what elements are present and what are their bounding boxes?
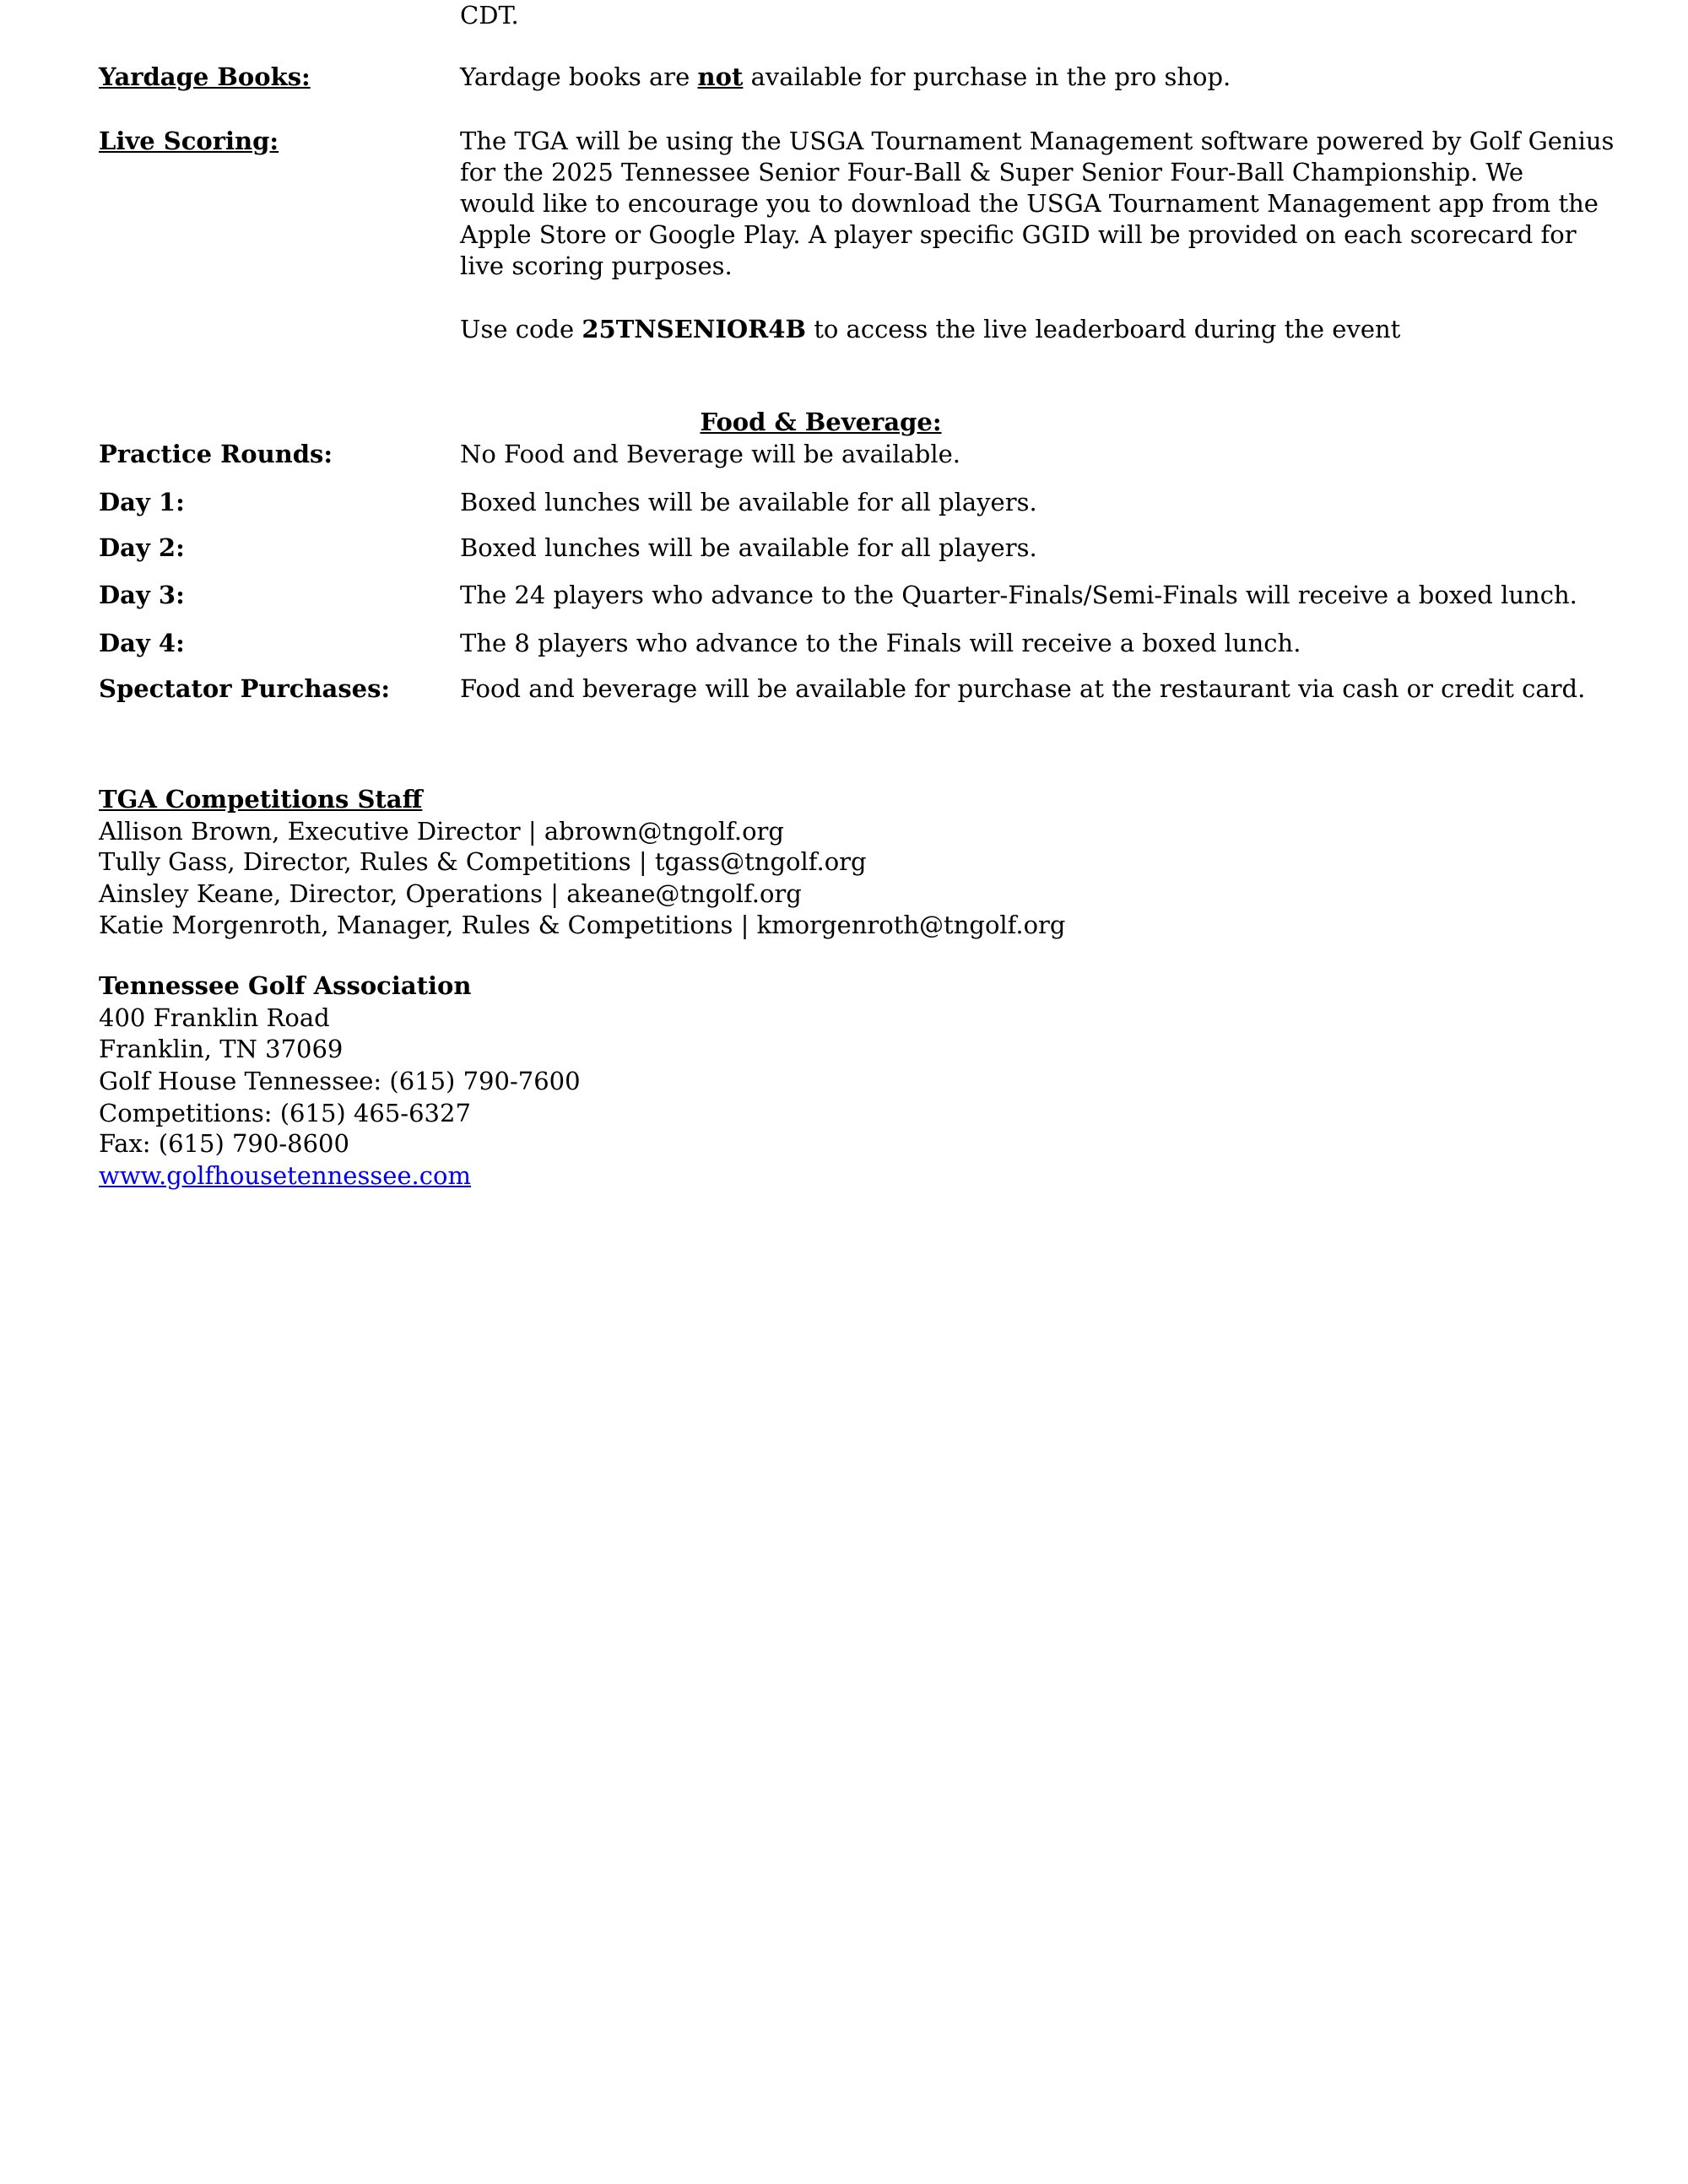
code-post: to access the live leaderboard during the event [805,315,1401,343]
food-row-value: Boxed lunches will be available for all players. [460,488,1037,516]
website-link[interactable]: www.golfhousetennessee.com [99,1161,471,1190]
yardage-pre: Yardage books are [460,62,698,91]
leaderboard-code-line [460,314,1400,345]
fax-number: Fax: (615) 790-8600 [99,1129,349,1158]
food-row-value: Boxed lunches will be available for all players. [460,533,1037,562]
food-row-label: Spectator Purchases: [99,674,391,703]
live-scoring-label: Live Scoring: [99,127,279,155]
food-row-label: Day 2: [99,533,185,562]
competitions-phone: Competitions: (615) 465-6327 [99,1099,471,1127]
staff-member: Allison Brown, Executive Director | abrown@tngolf.org [99,817,784,846]
code-pre: Use code [460,315,582,343]
live-scoring-line: for the 2025 Tennessee Senior Four-Ball & Super Senior Four-Ball Championship. We [460,158,1523,187]
association-city: Franklin, TN 37069 [99,1035,344,1063]
food-heading: Food & Beverage: [700,408,942,436]
live-scoring-line: The TGA will be using the USGA Tournament Management software powered by Golf Genius [460,127,1615,155]
food-row-label: Day 4: [99,629,185,657]
food-row-value: Food and beverage will be available for purchase at the restaurant via cash or credit card. [460,674,1586,703]
association-phone: Golf House Tennessee: (615) 790-7600 [99,1067,581,1095]
yardage-label: Yardage Books: [99,62,311,91]
association-address: 400 Franklin Road [99,1003,330,1032]
association-name: Tennessee Golf Association [99,971,472,1000]
food-row-label: Day 3: [99,581,185,609]
live-scoring-line: live scoring purposes. [460,251,733,280]
live-scoring-line: would like to encourage you to download the USGA Tournament Management app from the [460,189,1599,218]
food-row-label: Day 1: [99,488,185,516]
staff-heading: TGA Competitions Staff [99,785,423,814]
live-scoring-line: Apple Store or Google Play. A player specific GGID will be provided on each scorecard for [460,220,1577,249]
staff-member: Tully Gass, Director, Rules & Competitions | tgass@tngolf.org [99,847,867,876]
staff-member: Katie Morgenroth, Manager, Rules & Competitions | kmorgenroth@tngolf.org [99,911,1066,939]
staff-member: Ainsley Keane, Director, Operations | akeane@tngolf.org [99,879,802,908]
yardage-post: available for purchase in the pro shop. [743,62,1231,91]
food-row-value: The 8 players who advance to the Finals will receive a boxed lunch. [460,629,1301,657]
yardage-emph: not [697,62,744,91]
food-row-value: The 24 players who advance to the Quarter-Finals/Semi-Finals will receive a boxed lunch. [460,581,1577,609]
leaderboard-code: 25TNSENIOR4B [582,315,806,343]
cdt-fragment: CDT. [460,1,519,30]
food-row-label: Practice Rounds: [99,440,333,468]
food-row-value: No Food and Beverage will be available. [460,440,960,468]
yardage-text [460,62,1231,93]
